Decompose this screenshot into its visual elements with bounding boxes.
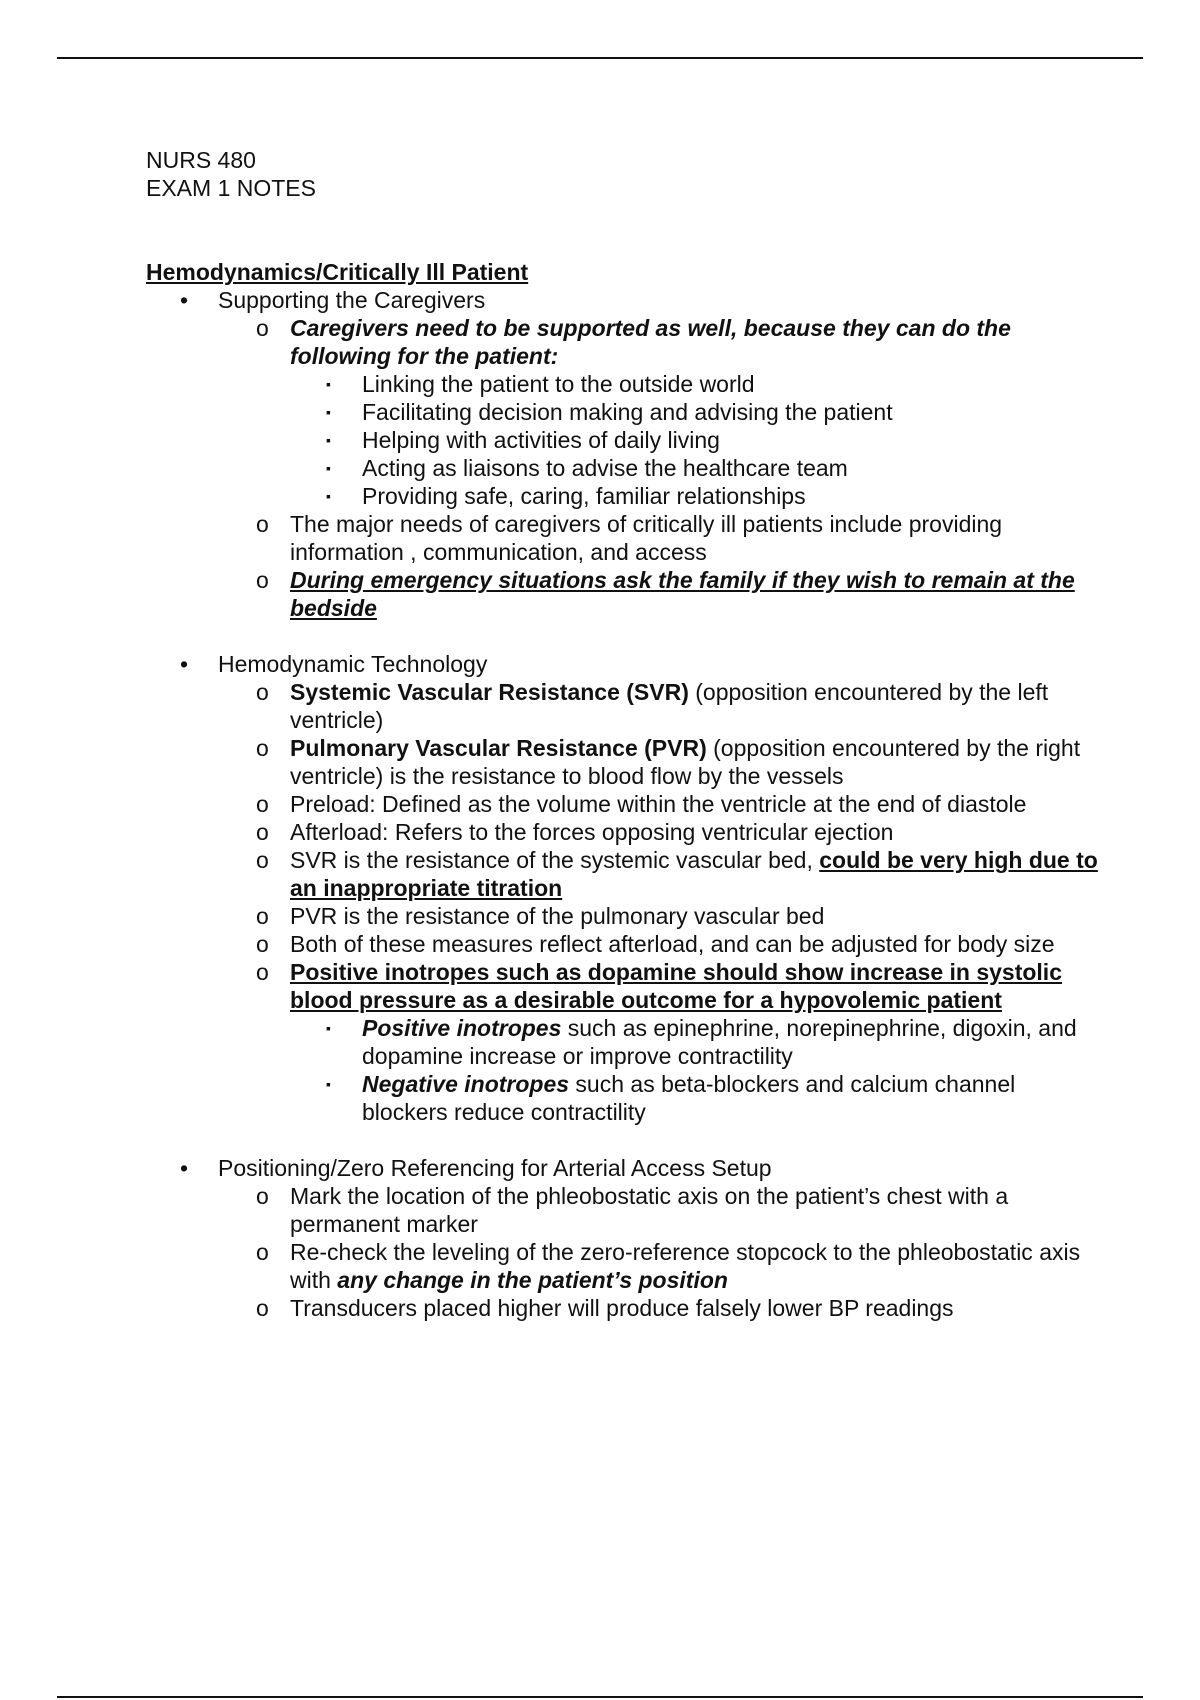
list-item	[218, 846, 1106, 902]
square-bullet-icon: ▪	[326, 376, 331, 392]
circle-bullet-icon: o	[256, 959, 269, 985]
pvr-bed-text: PVR is the resistance of the pulmonary vascular bed	[290, 903, 825, 929]
list-item	[218, 902, 1106, 930]
document-title: EXAM 1 NOTES	[146, 175, 316, 201]
circle-bullet-icon: o	[256, 735, 269, 761]
bullet-icon: •	[180, 287, 189, 313]
circle-bullet-icon: o	[256, 1295, 269, 1321]
list-item	[290, 398, 1106, 426]
svr-bed-text: SVR is the resistance of the systemic vascular bed,	[290, 847, 820, 873]
list-item	[218, 510, 1106, 566]
role-text: Acting as liaisons to advise the healthcare team	[362, 455, 848, 481]
transducer-note: Transducers placed higher will produce falsely lower BP readings	[290, 1295, 954, 1321]
square-bullet-icon: ▪	[326, 488, 331, 504]
list-item	[218, 314, 1106, 510]
list-item	[218, 958, 1106, 1126]
top-rule	[57, 57, 1143, 59]
square-bullet-icon: ▪	[326, 1076, 331, 1092]
topic-positioning	[146, 1154, 1106, 1322]
document-body	[146, 146, 1106, 1322]
section-title: Hemodynamics/Critically Ill Patient	[146, 259, 529, 285]
bottom-rule	[57, 1696, 1143, 1698]
list-item	[290, 454, 1106, 482]
list-item	[218, 930, 1106, 958]
outline	[146, 286, 1106, 1322]
negative-inotropes-term: Negative inotropes	[362, 1071, 570, 1097]
list-item	[290, 426, 1106, 454]
list-item	[218, 790, 1106, 818]
topic-heading: Supporting the Caregivers	[218, 287, 486, 313]
circle-bullet-icon: o	[256, 1183, 269, 1209]
square-bullet-icon: ▪	[326, 460, 331, 476]
circle-bullet-icon: o	[256, 819, 269, 845]
list-item	[218, 566, 1106, 622]
role-text: Linking the patient to the outside world	[362, 371, 755, 397]
circle-bullet-icon: o	[256, 847, 269, 873]
pvr-description: (opposition encountered by the right ventricle) is the resistance to blood flow by the vessels	[290, 735, 1081, 789]
list-item	[218, 1294, 1106, 1322]
circle-bullet-icon: o	[256, 679, 269, 705]
list-item	[218, 678, 1106, 734]
list-item	[290, 1070, 1106, 1126]
recheck-emphasis: any change in the patient’s position	[337, 1267, 728, 1293]
svr-bed-emphasis: could be very high due to an inappropriate titration	[290, 847, 1098, 901]
list-item	[218, 734, 1106, 790]
afterload-measures: Both of these measures reflect afterload, and can be adjusted for body size	[290, 931, 1055, 957]
afterload-definition: Afterload: Refers to the forces opposing ventricular ejection	[290, 819, 894, 845]
list-item	[218, 1238, 1106, 1294]
preload-definition: Preload: Defined as the volume within the ventricle at the end of diastole	[290, 791, 1027, 817]
role-text: Facilitating decision making and advising the patient	[362, 399, 893, 425]
caregivers-points	[218, 314, 1106, 622]
positive-inotropes-description: such as epinephrine, norepinephrine, digoxin, and dopamine increase or improve contractility	[362, 1015, 1077, 1069]
pvr-term: Pulmonary Vascular Resistance (PVR)	[290, 735, 707, 761]
circle-bullet-icon: o	[256, 1239, 269, 1265]
topic-caregivers	[146, 286, 1106, 622]
circle-bullet-icon: o	[256, 511, 269, 537]
role-text: Providing safe, caring, familiar relationships	[362, 483, 806, 509]
positive-inotropes-note: Positive inotropes such as dopamine should show increase in systolic blood pressure as a desirable outcome for a hypovolemic patient	[290, 959, 1062, 1013]
svr-term: Systemic Vascular Resistance (SVR)	[290, 679, 689, 705]
circle-bullet-icon: o	[256, 567, 269, 593]
technology-points	[218, 678, 1106, 1126]
circle-bullet-icon: o	[256, 315, 269, 341]
topic-heading: Positioning/Zero Referencing for Arterial Access Setup	[218, 1155, 772, 1181]
positive-inotropes-term: Positive inotropes	[362, 1015, 562, 1041]
topic-heading: Hemodynamic Technology	[218, 651, 488, 677]
bullet-icon: •	[180, 1155, 189, 1181]
topic-hemodynamic-technology	[146, 650, 1106, 1126]
square-bullet-icon: ▪	[326, 432, 331, 448]
negative-inotropes-description: such as beta-blockers and calcium channel blockers reduce contractility	[362, 1071, 1016, 1125]
positioning-points	[218, 1182, 1106, 1322]
square-bullet-icon: ▪	[326, 404, 331, 420]
circle-bullet-icon: o	[256, 931, 269, 957]
emergency-note: During emergency situations ask the family if they wish to remain at the bedside	[290, 567, 1075, 621]
course-code: NURS 480	[146, 147, 256, 173]
circle-bullet-icon: o	[256, 791, 269, 817]
list-item	[290, 482, 1106, 510]
list-item	[290, 1014, 1106, 1070]
caregivers-intro: Caregivers need to be supported as well, because they can do the following for the patient:	[290, 315, 1011, 369]
caregiver-roles	[290, 370, 1106, 510]
mark-axis-instruction: Mark the location of the phleobostatic axis on the patient’s chest with a permanent marker	[290, 1183, 1009, 1237]
inotrope-types	[290, 1014, 1106, 1126]
list-item	[290, 370, 1106, 398]
bullet-icon: •	[180, 651, 189, 677]
circle-bullet-icon: o	[256, 903, 269, 929]
svr-description: (opposition encountered by the left ventricle)	[290, 679, 1049, 733]
list-item	[218, 818, 1106, 846]
recheck-instruction: Re-check the leveling of the zero-reference stopcock to the phleobostatic axis with	[290, 1239, 1081, 1293]
role-text: Helping with activities of daily living	[362, 427, 720, 453]
square-bullet-icon: ▪	[326, 1020, 331, 1036]
list-item	[218, 1182, 1106, 1238]
caregiver-needs: The major needs of caregivers of critically ill patients include providing information , communication, and access	[290, 511, 1003, 565]
